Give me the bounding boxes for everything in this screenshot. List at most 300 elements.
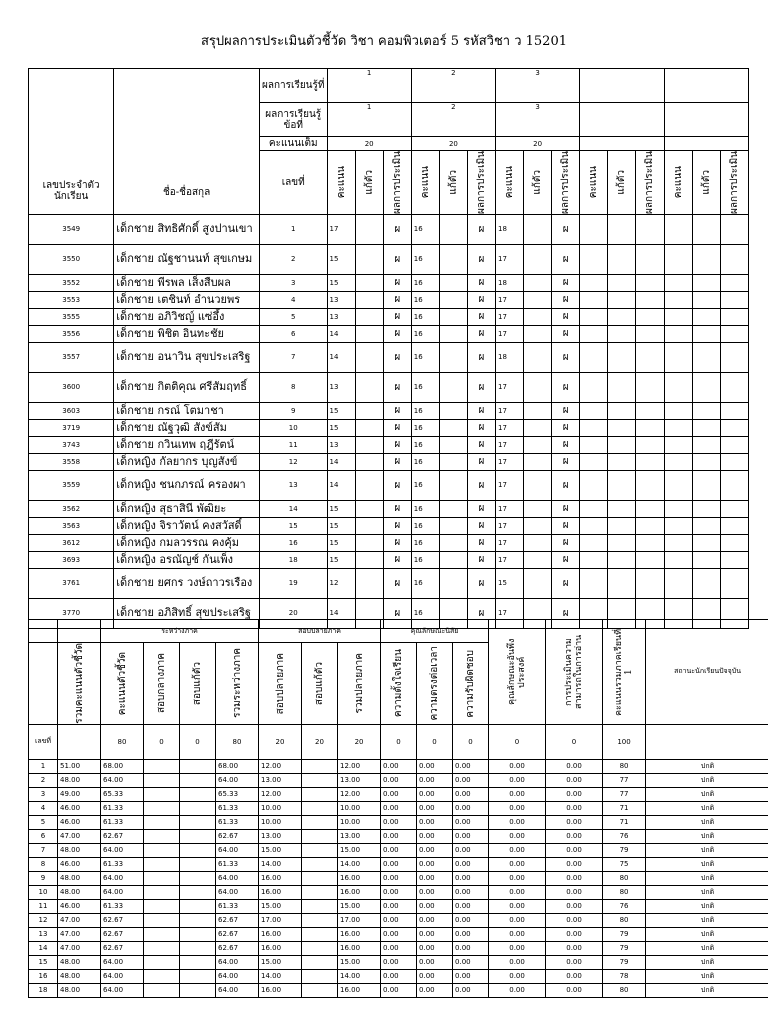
empty-cell [608, 291, 636, 308]
empty-cell [636, 517, 664, 534]
student-id: 3557 [29, 342, 114, 372]
summary-value: 64.00 [101, 969, 144, 983]
empty-cell [720, 517, 748, 534]
summary-value: 12.00 [259, 787, 302, 801]
column-header: ความตั้งใจเรียน [393, 649, 405, 718]
score-cell: 17 [496, 534, 524, 551]
outcome-item-number: 1 [327, 103, 411, 137]
summary-value: 0.00 [489, 857, 546, 871]
result-cell: ผ [467, 534, 495, 551]
score-cell: 17 [496, 436, 524, 453]
student-name: เด็กหญิง กัลยากร บุญสังข์ [114, 453, 260, 470]
result-cell: ผ [467, 598, 495, 628]
summary-value: 78 [603, 969, 646, 983]
sub-column-header: คะแนน [419, 166, 431, 199]
summary-value [144, 857, 180, 871]
summary-value [180, 969, 216, 983]
result-cell: ผ [467, 453, 495, 470]
retake-cell [524, 436, 552, 453]
summary-value [144, 815, 180, 829]
score-cell: 13 [327, 372, 355, 402]
summary-value: 16.00 [259, 871, 302, 885]
student-name: เด็กชาย กวินเทพ ฤฎีรัตน์ [114, 436, 260, 453]
student-id: 3549 [29, 214, 114, 244]
score-cell: 17 [496, 308, 524, 325]
sub-column-cell [636, 151, 664, 215]
summary-value: 0.00 [489, 941, 546, 955]
empty-cell [608, 372, 636, 402]
summary-value: 0.00 [546, 815, 603, 829]
empty-cell [608, 419, 636, 436]
empty-cell [580, 274, 608, 291]
summary-value: 62.67 [101, 829, 144, 843]
summary-value: 12.00 [338, 759, 381, 773]
summary-value [180, 759, 216, 773]
column-header: รวมคะแนนตัวชี้วัด [73, 643, 85, 724]
summary-value: 64.00 [101, 885, 144, 899]
sub-column-cell [327, 151, 355, 215]
empty-cell [720, 568, 748, 598]
summary-value: 48.00 [58, 843, 101, 857]
empty-cell [692, 568, 720, 598]
empty-cell [664, 274, 692, 291]
retake-cell [355, 568, 383, 598]
score-cell: 15 [327, 419, 355, 436]
result-cell: ผ [467, 402, 495, 419]
full-score-value: 20 [259, 724, 302, 759]
full-score-value: 0 [381, 724, 417, 759]
student-id: 3761 [29, 568, 114, 598]
retake-cell [439, 500, 467, 517]
empty-cell [692, 325, 720, 342]
student-name: เด็กชาย พิชิต อินทะชัย [114, 325, 260, 342]
column-header: สอบแก้ตัว [314, 661, 326, 705]
student-no: 2 [259, 244, 327, 274]
result-cell: ผ [383, 568, 411, 598]
summary-value: 0.00 [489, 759, 546, 773]
summary-value: 15.00 [338, 955, 381, 969]
full-score-value: 20 [302, 724, 338, 759]
status-value: ปกติ [646, 773, 768, 787]
summary-value [144, 885, 180, 899]
retake-cell [439, 534, 467, 551]
score-cell: 16 [411, 470, 439, 500]
score-cell: 16 [411, 291, 439, 308]
summary-value [180, 983, 216, 997]
student-no: 15 [259, 517, 327, 534]
student-row [29, 274, 749, 291]
score-cell: 15 [327, 534, 355, 551]
summary-value: 10.00 [259, 801, 302, 815]
summary-value: 13.00 [259, 773, 302, 787]
result-cell: ผ [552, 402, 580, 419]
summary-value: 14.00 [259, 969, 302, 983]
score-cell: 14 [327, 470, 355, 500]
outcome-item-number: 3 [496, 103, 580, 137]
summary-value: 65.33 [101, 787, 144, 801]
score-cell: 17 [496, 291, 524, 308]
result-cell: ผ [383, 291, 411, 308]
empty-cell [608, 453, 636, 470]
summary-value [302, 885, 338, 899]
summary-row [29, 885, 768, 899]
empty-cell [692, 274, 720, 291]
empty-cell [636, 500, 664, 517]
empty-cell [608, 551, 636, 568]
summary-value: 64.00 [216, 955, 259, 969]
score-cell: 17 [496, 500, 524, 517]
empty-cell [636, 419, 664, 436]
result-cell: ผ [383, 325, 411, 342]
sub-column-cell [608, 151, 636, 215]
summary-value: 75 [603, 857, 646, 871]
status-value: ปกติ [646, 787, 768, 801]
summary-value [180, 843, 216, 857]
student-no: 11 [259, 436, 327, 453]
retake-cell [439, 419, 467, 436]
summary-value: 0.00 [489, 927, 546, 941]
full-score-value: 0 [546, 724, 603, 759]
column-header-name: ชื่อ-ชื่อสกุล [162, 186, 211, 198]
empty-cell [720, 402, 748, 419]
student-id: 3558 [29, 453, 114, 470]
student-no: 10 [29, 885, 58, 899]
result-cell: ผ [552, 244, 580, 274]
summary-value: 77 [603, 787, 646, 801]
summary-value: 0.00 [381, 941, 417, 955]
score-cell: 16 [411, 551, 439, 568]
empty-cell [664, 517, 692, 534]
summary-row [29, 759, 768, 773]
sub-column-cell [383, 151, 411, 215]
student-no: 18 [29, 983, 58, 997]
result-cell: ผ [467, 419, 495, 436]
status-value: ปกติ [646, 843, 768, 857]
empty-cell [608, 342, 636, 372]
status-value: ปกติ [646, 857, 768, 871]
summary-value [302, 857, 338, 871]
retake-cell [355, 517, 383, 534]
empty-cell [608, 274, 636, 291]
empty-cell [636, 534, 664, 551]
empty-cell [580, 500, 608, 517]
student-row [29, 291, 749, 308]
summary-value: 49.00 [58, 787, 101, 801]
summary-value: 0.00 [546, 969, 603, 983]
score-cell: 14 [327, 453, 355, 470]
status-value: ปกติ [646, 969, 768, 983]
student-no: 16 [29, 969, 58, 983]
sub-column-cell [720, 151, 748, 215]
empty-cell [692, 517, 720, 534]
summary-value: 12.00 [338, 787, 381, 801]
retake-cell [355, 372, 383, 402]
student-row [29, 325, 749, 342]
outcome-item-number [580, 103, 664, 137]
summary-value: 0.00 [381, 857, 417, 871]
empty-cell [636, 244, 664, 274]
summary-value: 0.00 [546, 773, 603, 787]
summary-value: 64.00 [216, 871, 259, 885]
score-cell: 18 [496, 342, 524, 372]
student-name: เด็กชาย อภิวิชญ์ แซ่อึ้ง [114, 308, 260, 325]
retake-cell [439, 274, 467, 291]
summary-value [144, 871, 180, 885]
outcome-label: ผลการเรียนรู้ที่ [259, 69, 327, 103]
student-no: 1 [259, 214, 327, 244]
empty-cell [664, 244, 692, 274]
student-name: เด็กหญิง สุธาสินี พัฒิยะ [114, 500, 260, 517]
summary-value: 0.00 [546, 871, 603, 885]
empty-cell [720, 308, 748, 325]
empty-cell [692, 534, 720, 551]
summary-value: 62.67 [216, 829, 259, 843]
summary-value: 0.00 [489, 801, 546, 815]
summary-value: 64.00 [216, 843, 259, 857]
result-cell: ผ [467, 551, 495, 568]
empty-cell [664, 551, 692, 568]
summary-value [180, 927, 216, 941]
outcome-item-number [664, 103, 748, 137]
summary-value: 0.00 [546, 927, 603, 941]
summary-value: 62.67 [216, 913, 259, 927]
summary-value: 64.00 [216, 983, 259, 997]
summary-value: 0.00 [453, 815, 489, 829]
summary-value [144, 955, 180, 969]
summary-value: 47.00 [58, 829, 101, 843]
summary-row [29, 955, 768, 969]
student-name: เด็กชาย ณัฐชานนท์ สุขเกษม [114, 244, 260, 274]
summary-value: 77 [603, 773, 646, 787]
sub-column-cell [467, 151, 495, 215]
score-cell: 16 [411, 436, 439, 453]
empty-cell [580, 470, 608, 500]
result-cell: ผ [383, 453, 411, 470]
blank-header [29, 643, 58, 725]
student-name: เด็กชาย สิทธิศักดิ์ สูงปานเขา [114, 214, 260, 244]
summary-value: 0.00 [381, 759, 417, 773]
outcome-number [580, 69, 664, 103]
retake-cell [524, 291, 552, 308]
summary-value: 13.00 [338, 773, 381, 787]
full-score-label: คะแนนเต็ม [259, 137, 327, 151]
retake-cell [355, 291, 383, 308]
score-cell: 14 [327, 598, 355, 628]
summary-value: 76 [603, 899, 646, 913]
summary-value [302, 899, 338, 913]
summary-value: 61.33 [101, 801, 144, 815]
summary-value: 62.67 [216, 941, 259, 955]
summary-value: 0.00 [489, 899, 546, 913]
summary-value: 0.00 [417, 843, 453, 857]
summary-value [302, 787, 338, 801]
summary-value: 0.00 [381, 871, 417, 885]
score-cell: 16 [411, 517, 439, 534]
result-cell: ผ [552, 453, 580, 470]
student-id: 3612 [29, 534, 114, 551]
empty-cell [608, 568, 636, 598]
student-no: 4 [29, 801, 58, 815]
full-score-value: 100 [603, 724, 646, 759]
summary-value: 64.00 [216, 773, 259, 787]
empty-cell [636, 372, 664, 402]
summary-value: 0.00 [546, 857, 603, 871]
empty-cell [720, 325, 748, 342]
full-score-value [664, 137, 748, 151]
summary-value: 0.00 [453, 787, 489, 801]
empty-cell [636, 402, 664, 419]
retake-cell [524, 372, 552, 402]
status-value: ปกติ [646, 759, 768, 773]
summary-value [144, 829, 180, 843]
result-cell: ผ [467, 291, 495, 308]
retake-cell [524, 517, 552, 534]
column-header-cell [381, 643, 417, 725]
summary-value: 0.00 [453, 801, 489, 815]
score-cell: 17 [496, 244, 524, 274]
summary-value: 0.00 [453, 759, 489, 773]
summary-value: 0.00 [381, 913, 417, 927]
status-value: ปกติ [646, 913, 768, 927]
student-no: 18 [259, 551, 327, 568]
empty-cell [664, 470, 692, 500]
student-row [29, 342, 749, 372]
result-cell: ผ [552, 551, 580, 568]
summary-value: 0.00 [417, 885, 453, 899]
summary-value: 16.00 [259, 983, 302, 997]
summary-value [144, 759, 180, 773]
score-cell: 15 [327, 274, 355, 291]
status-value: ปกติ [646, 983, 768, 997]
summary-value: 0.00 [453, 871, 489, 885]
student-id: 3600 [29, 372, 114, 402]
result-cell: ผ [383, 402, 411, 419]
summary-value [180, 871, 216, 885]
status-value: ปกติ [646, 885, 768, 899]
empty-cell [636, 325, 664, 342]
summary-value: 0.00 [546, 899, 603, 913]
score-cell: 13 [327, 436, 355, 453]
summary-value: 64.00 [216, 969, 259, 983]
retake-cell [355, 419, 383, 436]
summary-value [302, 941, 338, 955]
empty-cell [608, 325, 636, 342]
full-score-value: 0 [144, 724, 180, 759]
empty-cell [580, 308, 608, 325]
column-header-cell [216, 643, 259, 725]
summary-value [302, 843, 338, 857]
result-cell: ผ [383, 500, 411, 517]
empty-cell [692, 551, 720, 568]
full-score-value: 20 [327, 137, 411, 151]
student-name: เด็กหญิง กมลวรรณ คงคุ้ม [114, 534, 260, 551]
summary-value: 0.00 [417, 857, 453, 871]
empty-cell [636, 453, 664, 470]
score-cell: 18 [496, 274, 524, 291]
summary-value: 0.00 [489, 969, 546, 983]
score-cell: 16 [411, 402, 439, 419]
summary-row [29, 829, 768, 843]
score-cell: 17 [496, 453, 524, 470]
summary-value [180, 899, 216, 913]
blank-header [489, 620, 546, 725]
blank-header [646, 724, 768, 759]
summary-value: 0.00 [381, 927, 417, 941]
result-cell: ผ [467, 308, 495, 325]
summary-value: 62.67 [101, 913, 144, 927]
full-score-row [29, 724, 768, 759]
empty-cell [580, 517, 608, 534]
summary-value: 0.00 [417, 955, 453, 969]
empty-cell [692, 453, 720, 470]
summary-value [180, 857, 216, 871]
header-row [29, 69, 749, 103]
student-name: เด็กชาย ณัฐวุฒิ สังข์สัม [114, 419, 260, 436]
outcome-number: 2 [411, 69, 495, 103]
student-no: 13 [259, 470, 327, 500]
empty-cell [636, 568, 664, 598]
retake-cell [355, 551, 383, 568]
empty-cell [692, 291, 720, 308]
summary-value: 0.00 [453, 927, 489, 941]
summary-value: 48.00 [58, 969, 101, 983]
empty-cell [636, 308, 664, 325]
student-id: 3562 [29, 500, 114, 517]
result-cell: ผ [383, 372, 411, 402]
empty-cell [664, 500, 692, 517]
summary-value: 0.00 [489, 829, 546, 843]
summary-value: 64.00 [101, 843, 144, 857]
summary-row [29, 983, 768, 997]
empty-cell [664, 214, 692, 244]
summary-value [144, 969, 180, 983]
summary-value: 0.00 [417, 913, 453, 927]
result-cell: ผ [383, 308, 411, 325]
summary-row [29, 941, 768, 955]
summary-value: 14.00 [338, 857, 381, 871]
column-header: คะแนนรวมภาคเรียนที่ 1 [614, 628, 635, 716]
retake-cell [439, 342, 467, 372]
result-cell: ผ [467, 274, 495, 291]
summary-value: 0.00 [417, 815, 453, 829]
student-row [29, 568, 749, 598]
score-cell: 14 [327, 325, 355, 342]
summary-value [302, 983, 338, 997]
empty-cell [608, 244, 636, 274]
student-no: 3 [29, 787, 58, 801]
summary-value: 13.00 [338, 829, 381, 843]
result-cell: ผ [383, 551, 411, 568]
sub-column-header: ผลการประเมิน [644, 151, 656, 214]
summary-value: 0.00 [453, 829, 489, 843]
empty-cell [580, 291, 608, 308]
column-header: การประเมินความสามารถในการอ่าน [564, 634, 585, 710]
blank-header [603, 620, 646, 725]
summary-value: 0.00 [381, 969, 417, 983]
group-midterm: ระหว่างภาค [101, 620, 259, 643]
empty-cell [664, 453, 692, 470]
retake-cell [355, 274, 383, 291]
summary-value [144, 983, 180, 997]
empty-cell [664, 436, 692, 453]
student-no: 3 [259, 274, 327, 291]
summary-value: 0.00 [417, 773, 453, 787]
group-final: สอบปลายภาค [259, 620, 381, 643]
summary-value [302, 801, 338, 815]
score-cell: 16 [411, 214, 439, 244]
column-header-cell [453, 643, 489, 725]
full-score-value: 20 [496, 137, 580, 151]
